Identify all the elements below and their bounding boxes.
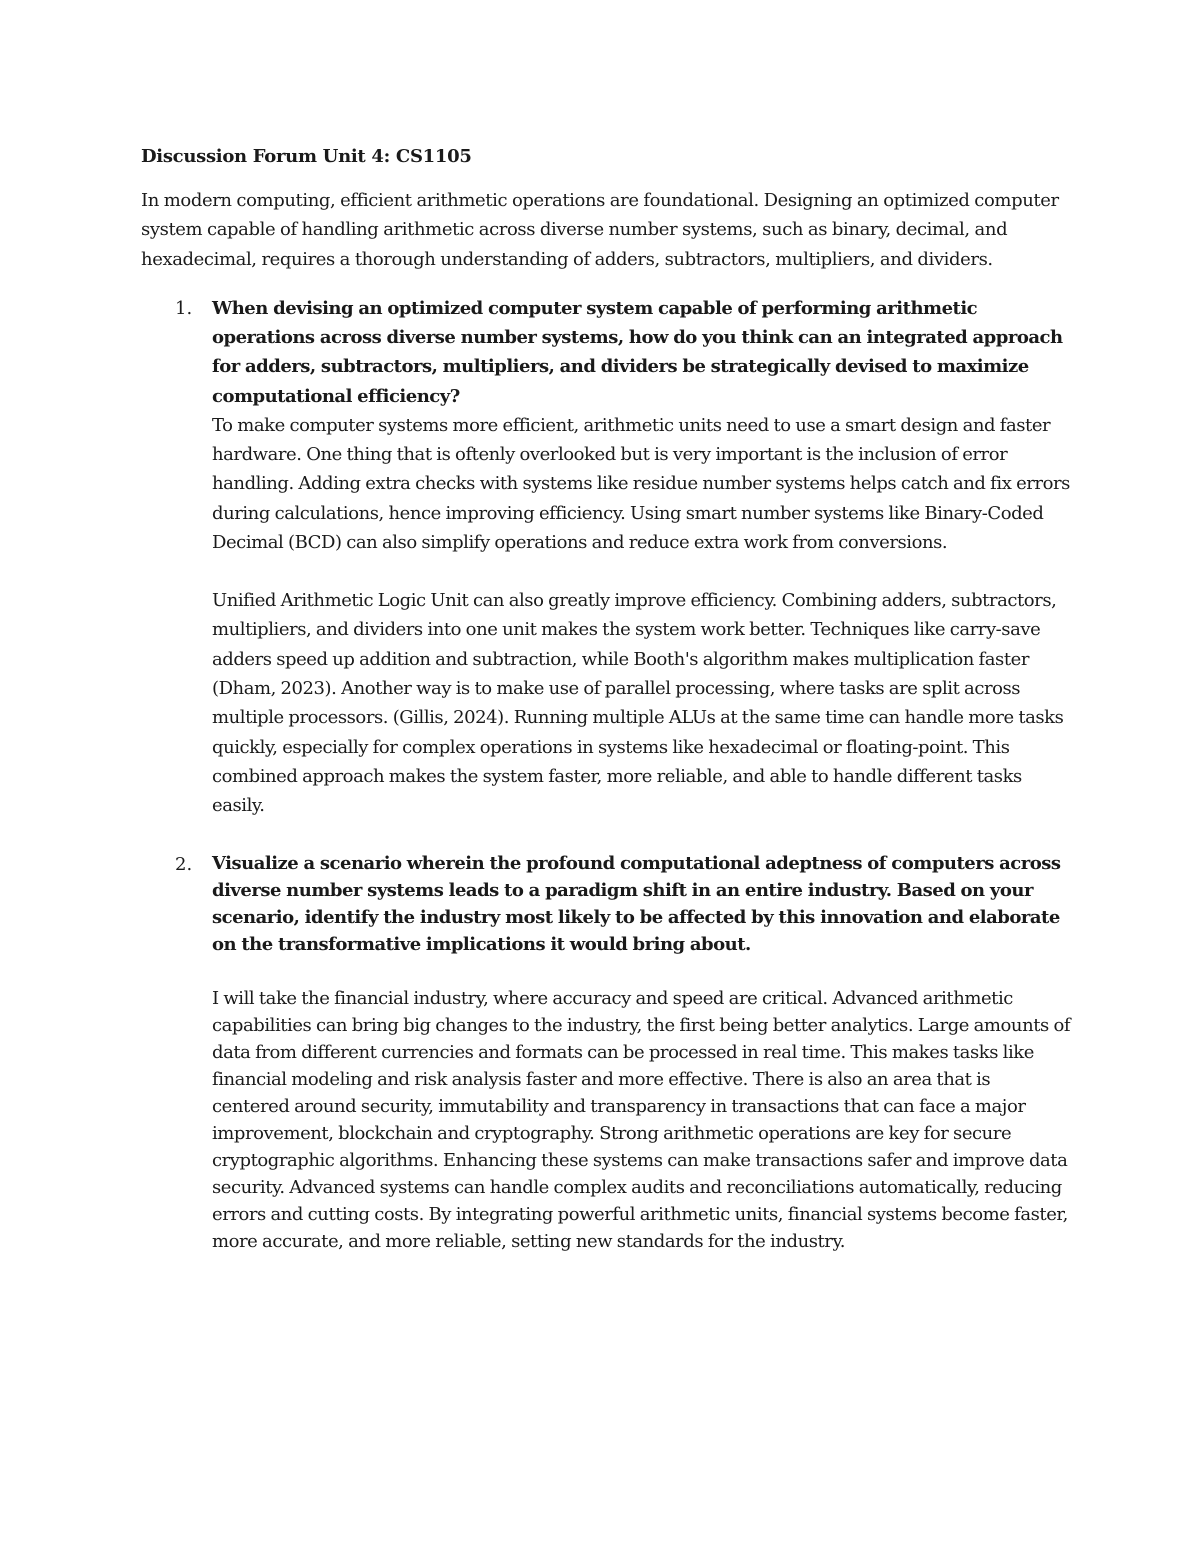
document-title: Discussion Forum Unit 4: CS1105 xyxy=(141,146,472,167)
question-item xyxy=(141,850,1071,1255)
question-number: 2. xyxy=(175,853,193,875)
question-number: 1. xyxy=(175,297,193,319)
question-list xyxy=(141,294,1071,1255)
intro-paragraph: In modern computing, efficient arithmetic operations are foundational. Designing an optimized computer system capable of handling arithmetic across diverse number systems, such as binary, decimal, and hexadecimal, requires a thorough understanding of adders, subtractors, multipliers, and dividers. xyxy=(141,190,1059,270)
document-body xyxy=(141,142,1071,1255)
answer-paragraph: Unified Arithmetic Logic Unit can also greatly improve efficiency. Combining adders, subtractors, multipliers, and dividers into one unit makes the system work better. Techniques like carry-save adders speed up addition and subtraction, while Booth's algorithm makes multiplication faster (Dham, 2023). Another way is to make use of parallel processing, where tasks are split across multiple processors. (Gillis, 2024). Running multiple ALUs at the same time can handle more tasks quickly, especially for complex operations in systems like hexadecimal or floating-point. This combined approach makes the system faster, more reliable, and able to handle different tasks easily. xyxy=(212,590,1064,817)
question-text: Visualize a scenario wherein the profound computational adeptness of computers across diverse number systems leads to a paradigm shift in an entire industry. Based on your scenario, identify the industry most likely to be affected by this innovation and elaborate on the transformative implications it would bring about. xyxy=(212,852,1061,955)
answer-paragraph: To make computer systems more efficient, arithmetic units need to use a smart design and faster hardware. One thing that is oftenly overlooked but is very important is the inclusion of error handling. Adding extra checks with systems like residue number systems helps catch and fix errors during calculations, hence improving efficiency. Using smart number systems like Binary-Coded Decimal (BCD) can also simplify operations and reduce extra work from conversions. xyxy=(212,414,1070,553)
answer-paragraph: I will take the financial industry, where accuracy and speed are critical. Advanced arithmetic capabilities can bring big changes to the industry, the first being better analytics. Large amounts of data from different currencies and formats can be processed in real time. This makes tasks like financial modeling and risk analysis faster and more effective. There is also an area that is centered around security, immutability and transparency in transactions that can face a major improvement, blockchain and cryptography. Strong arithmetic operations are key for secure cryptographic algorithms. Enhancing these systems can make transactions safer and improve data security. Advanced systems can handle complex audits and reconciliations automatically, reducing errors and cutting costs. By integrating powerful arithmetic units, financial systems become faster, more accurate, and more reliable, setting new standards for the industry. xyxy=(212,987,1071,1252)
question-item xyxy=(141,294,1071,821)
question-text: When devising an optimized computer system capable of performing arithmetic operations across diverse number systems, how do you think can an integrated approach for adders, subtractors, multipliers, and dividers be strategically devised to maximize computational efficiency? xyxy=(212,297,1063,407)
